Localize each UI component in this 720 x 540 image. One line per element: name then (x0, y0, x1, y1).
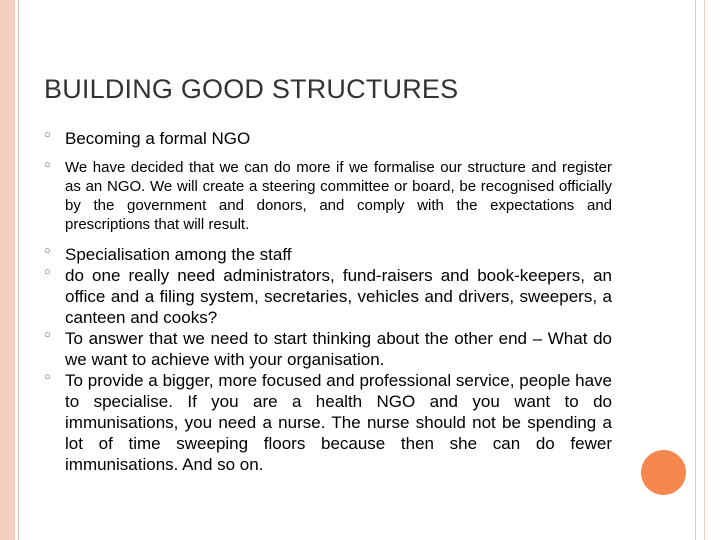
list-item (44, 328, 612, 370)
bullet-text: Becoming a formal NGO (65, 129, 251, 148)
left-decorative-bar (0, 0, 15, 540)
list-item (44, 158, 612, 234)
circle-bullet-icon: ○ (44, 370, 51, 383)
list-item (44, 128, 612, 149)
bullet-text: We have decided that we can do more if we formalise our structure and register as an NGO. We will create a steering committee or board, be recognised officially by the government and donors, and comply with the expectations and prescriptions that will result. (65, 159, 612, 233)
list-item (44, 244, 612, 265)
circle-bullet-icon: ○ (44, 158, 51, 171)
list-item (44, 265, 612, 328)
bullet-text: To provide a bigger, more focused and professional service, people have to specialise. If you are a health NGO and you want to do immunisations, you need a nurse. The nurse should not be spending a lot of time sweeping floors because then she can do fewer immunisations. And so on. (65, 371, 612, 474)
circle-bullet-icon: ○ (44, 265, 51, 278)
circle-bullet-icon: ○ (44, 128, 51, 141)
circle-bullet-icon: ○ (44, 244, 51, 257)
bullet-text: To answer that we need to start thinking about the other end – What do we want to achieve with your organisation. (65, 329, 612, 369)
right-decorative-line (704, 0, 705, 540)
bullet-list (44, 128, 612, 475)
bullet-text: do one really need administrators, fund-raisers and book-keepers, an office and a filing system, secretaries, vehicles and drivers, sweepers, a canteen and cooks? (65, 266, 612, 327)
list-item (44, 370, 612, 475)
slide-title: BUILDING GOOD STRUCTURES (44, 74, 459, 104)
bullet-text: Specialisation among the staff (65, 245, 292, 264)
decorative-orange-circle (641, 450, 686, 495)
circle-bullet-icon: ○ (44, 328, 51, 341)
